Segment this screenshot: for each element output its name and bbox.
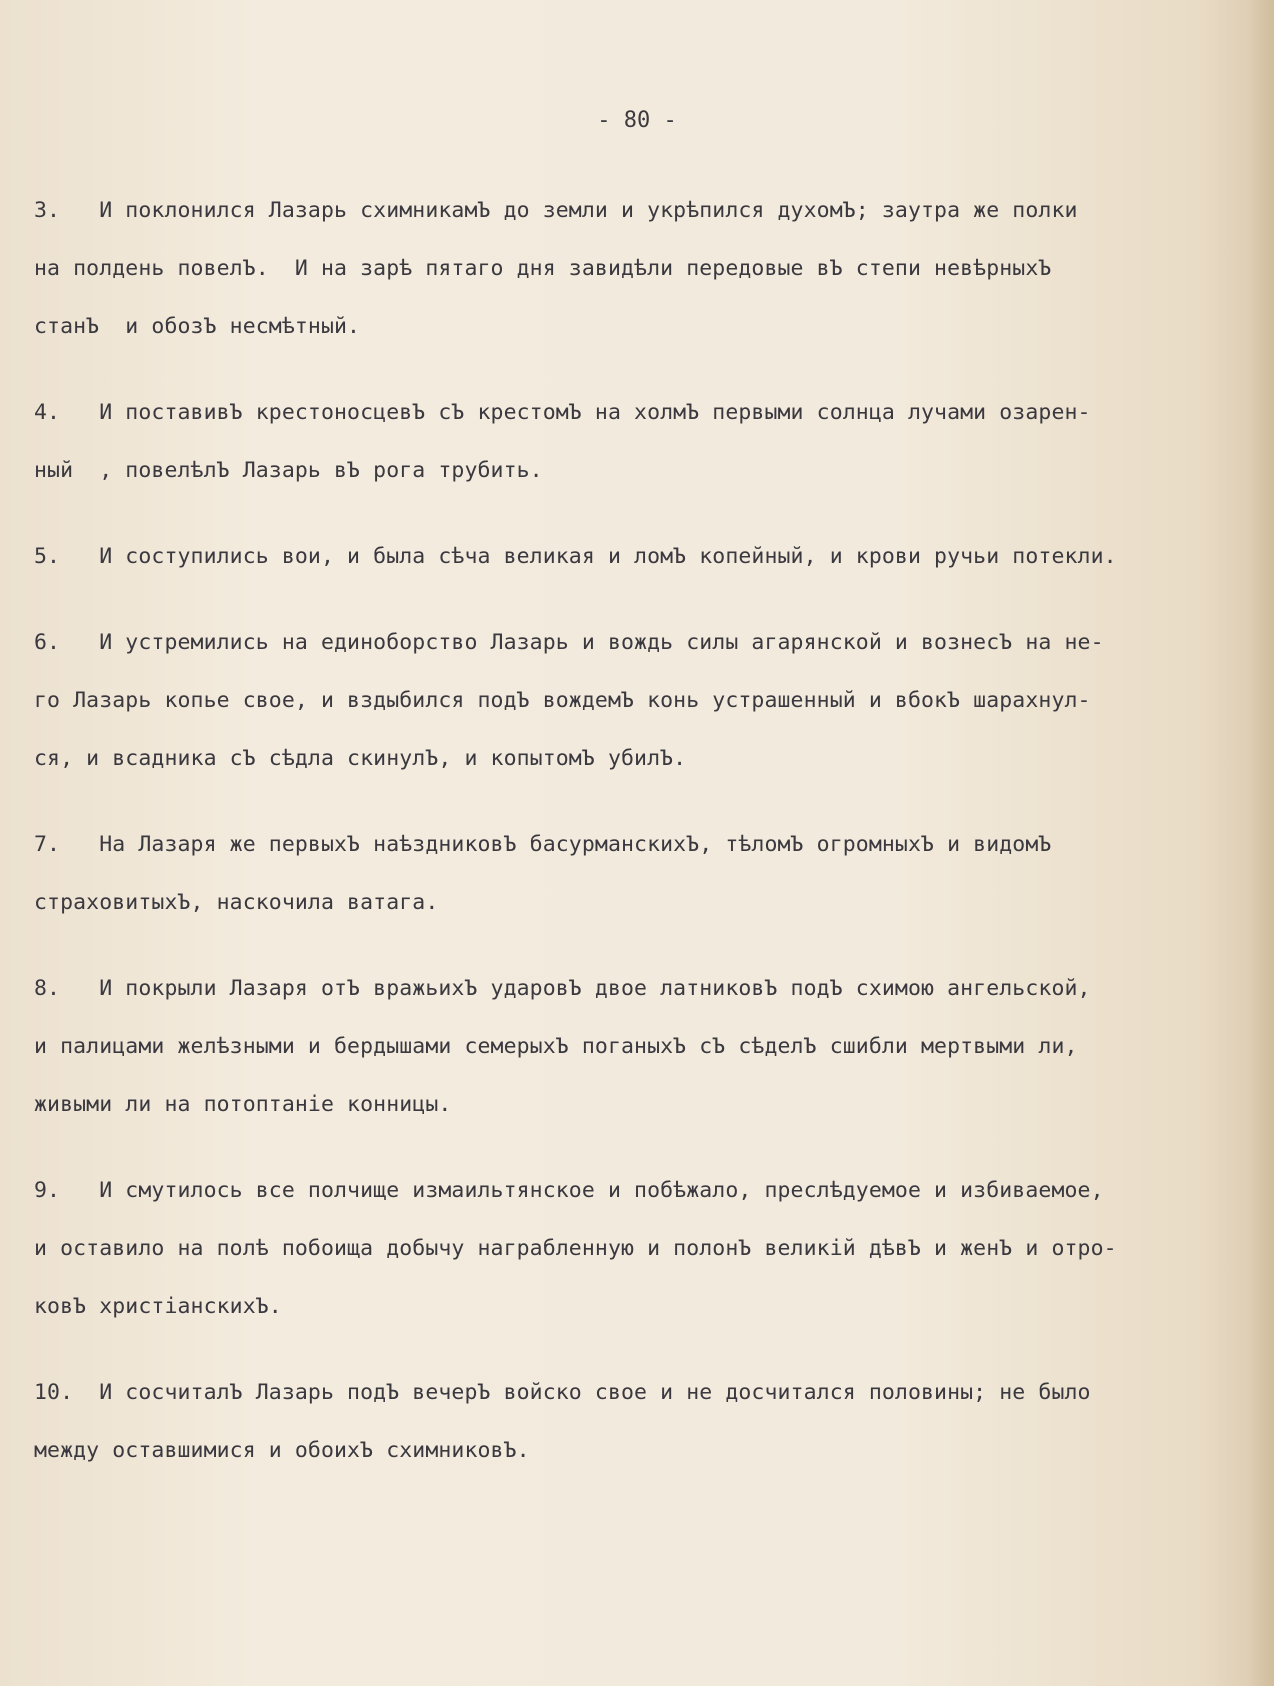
text-line: 10. И сосчиталЪ Лазарь подЪ вечерЪ войско свое и не досчитался половины; не было xyxy=(34,1380,1091,1405)
text-line: ся, и всадника сЪ сѣдла скинулЪ, и копытомЪ убилЪ. xyxy=(34,746,687,771)
text-line: 6. И устремились на единоборство Лазарь и вождь силы агарянской и вознесЪ на не- xyxy=(34,630,1104,655)
text-line: ный , повелѣлЪ Лазарь вЪ рога трубить. xyxy=(34,458,543,483)
page-edge-shadow xyxy=(1248,0,1274,1696)
paragraph-7 xyxy=(34,830,1249,946)
paragraph-5 xyxy=(34,542,1249,600)
paragraph-3 xyxy=(34,196,1249,370)
paragraph-4 xyxy=(34,398,1249,514)
paragraph-10 xyxy=(34,1378,1249,1494)
text-line: 3. И поклонился Лазарь схимникамЪ до земли и укрѣпился духомЪ; заутра же полки xyxy=(34,198,1078,223)
text-line: 5. И соступились вои, и была сѣча великая и ломЪ копейный, и крови ручьи потекли. xyxy=(34,544,1117,569)
paragraph-9 xyxy=(34,1176,1249,1350)
text-line: го Лазарь копье свое, и вздыбился подЪ вождемЪ конь устрашенный и вбокЪ шарахнул- xyxy=(34,688,1091,713)
text-line: живыми ли на потоптанiе конницы. xyxy=(34,1092,452,1117)
text-line: 4. И поставивЪ крестоносцевЪ сЪ крестомЪ на холмЪ первыми солнца лучами озарен- xyxy=(34,400,1091,425)
text-line: на полдень повелЪ. И на зарѣ пятаго дня завидѣли передовые вЪ степи невѣрныхЪ xyxy=(34,256,1052,281)
page-bottom-border xyxy=(0,1686,1274,1696)
text-line: и оставило на полѣ побоища добычу награбленную и полонЪ великiй дѣвЪ и женЪ и отро- xyxy=(34,1236,1117,1261)
document-body xyxy=(34,196,1249,1494)
page-number: - 80 - xyxy=(597,108,677,133)
text-line: 8. И покрыли Лазаря отЪ вражьихЪ ударовЪ двое латниковЪ подЪ схимою ангельской, xyxy=(34,976,1091,1001)
text-line: и палицами желѣзными и бердышами семерыхЪ поганыхЪ сЪ сѣделЪ сшибли мертвыми ли, xyxy=(34,1034,1078,1059)
paragraph-8 xyxy=(34,974,1249,1148)
text-line: станЪ и обозЪ несмѣтный. xyxy=(34,314,361,339)
text-line: между оставшимися и обоихЪ схимниковЪ. xyxy=(34,1438,530,1463)
text-line: ковЪ христiанскихЪ. xyxy=(34,1294,282,1319)
text-line: 9. И смутилось все полчище измаильтянское и побѣжало, преслѣдуемое и избиваемое, xyxy=(34,1178,1104,1203)
paragraph-6 xyxy=(34,628,1249,802)
text-line: страховитыхЪ, наскочила ватага. xyxy=(34,890,439,915)
text-line: 7. На Лазаря же первыхЪ наѣздниковЪ басурманскихЪ, тѣломЪ огромныхЪ и видомЪ xyxy=(34,832,1052,857)
